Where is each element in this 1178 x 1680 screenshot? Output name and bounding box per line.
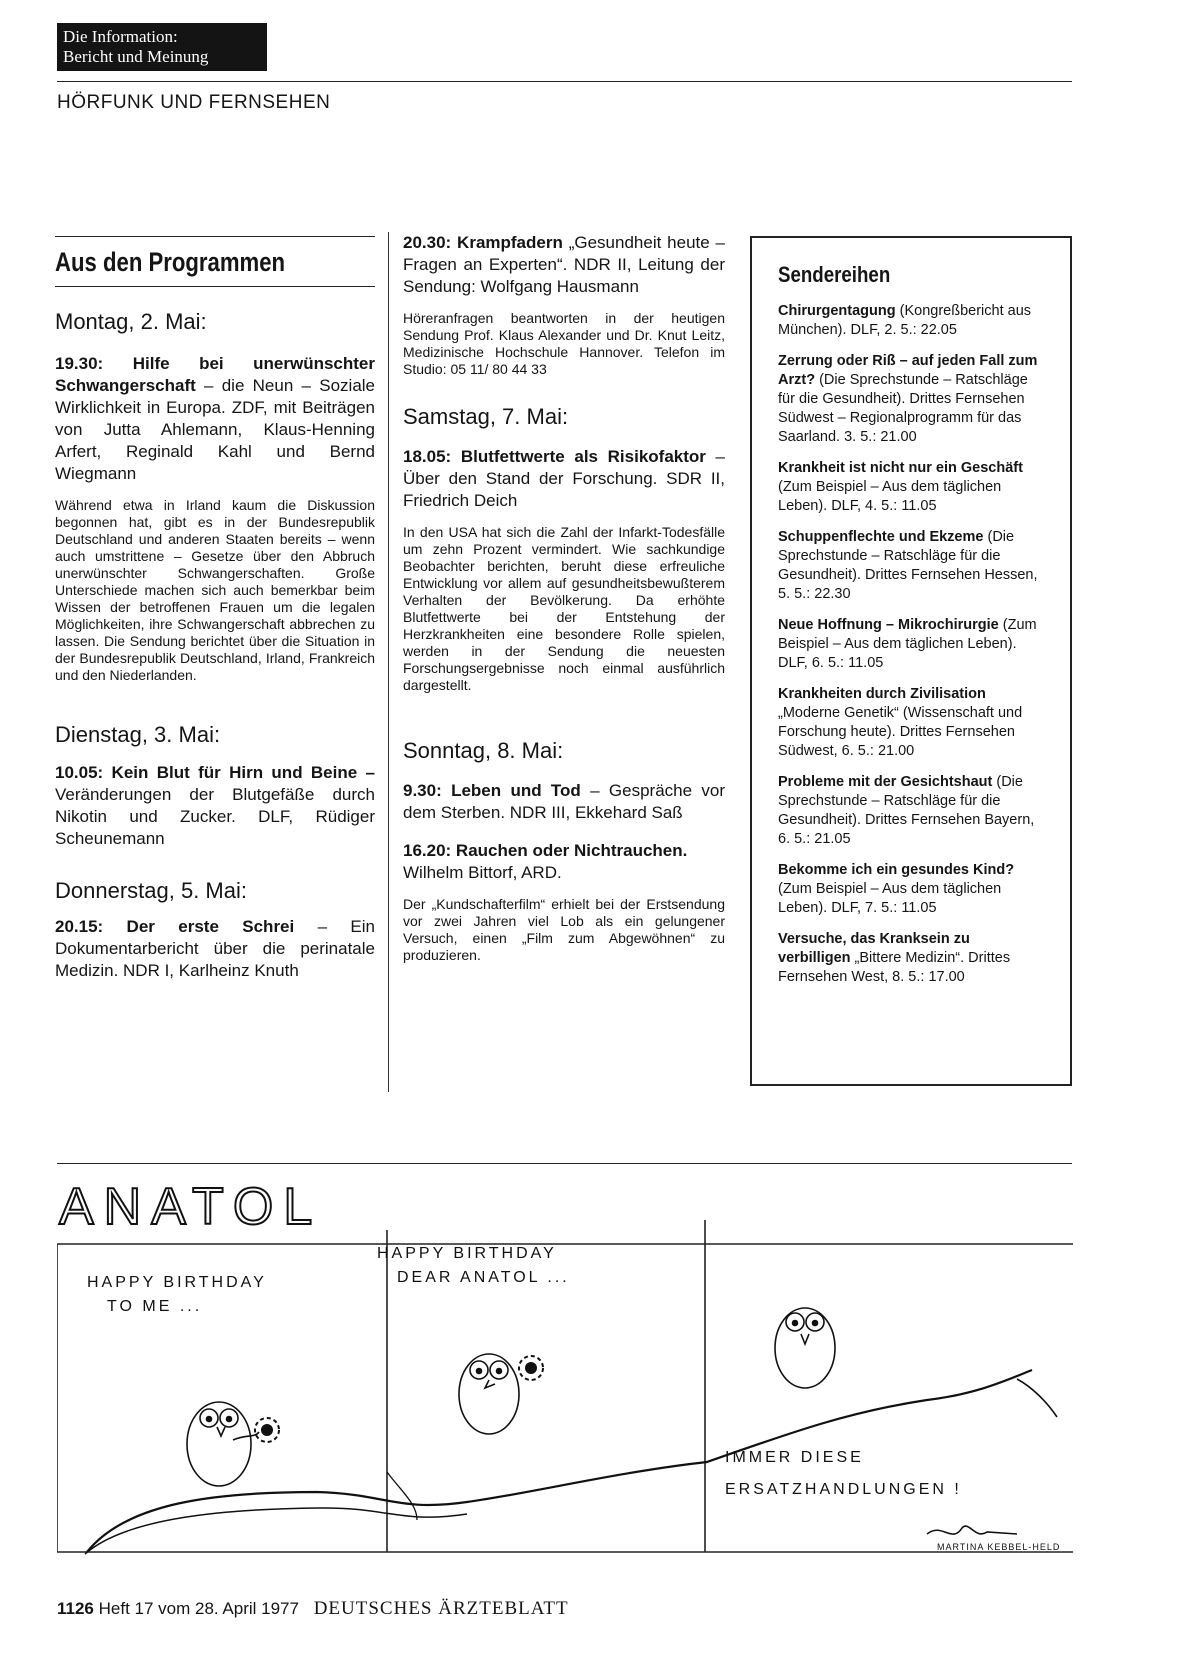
sendereihe-details: (Zum Beispiel – Aus dem täglichen Leben). DLF, 6. 5.: 11.05 xyxy=(778,617,1037,671)
masthead-line-1: Die Information: xyxy=(63,27,178,46)
panel-1-line-1: HAPPY BIRTHDAY xyxy=(87,1274,267,1291)
entry-thursday xyxy=(55,916,375,982)
sendereihe-details: „Bittere Medizin“. Drittes Fernsehen West, 8. 5.: 17.00 xyxy=(778,950,1011,985)
entry-thursday-rest: – Ein Dokumentarbericht über die perinatale Medizin. NDR I, Karlheinz Knuth xyxy=(55,917,375,980)
heading-rule-bottom xyxy=(55,286,375,287)
desc-krampfadern: Höreranfragen beantworten in der heutigen Sendung Prof. Klaus Alexander und Dr. Knut Leitz, Medizinische Hochschule Hannover. Telefon im Studio: 05 11/ 80 44 33 xyxy=(403,310,725,377)
entry-saturday-rest: – Über den Stand der Forschung. SDR II, Friedrich Deich xyxy=(403,447,725,510)
sendereihen-title: Sendereihen xyxy=(778,262,891,287)
magazine-name: DEUTSCHES ÄRZTEBLATT xyxy=(313,1598,569,1619)
sendereihe-title: Bekomme ich ein gesundes Kind? xyxy=(778,862,1015,878)
panel-3-line-2: ERSATZHANDLUNGEN ! xyxy=(725,1481,962,1498)
day-saturday: Samstag, 7. Mai: xyxy=(403,404,569,429)
sendereihe-details: (Zum Beispiel – Aus dem täglichen Leben). DLF, 7. 5.: 11.05 xyxy=(778,881,1002,916)
entry-saturday xyxy=(403,446,725,512)
programs-heading: Aus den Programmen xyxy=(55,247,286,277)
top-rule xyxy=(57,81,1072,82)
entry-sunday-1 xyxy=(403,780,725,824)
owl-2 xyxy=(459,1354,519,1434)
sendereihe-details: (Die Sprechstunde – Ratschläge für die Gesundheit). Drittes Fernsehen Bayern, 6. 5.: 21.05 xyxy=(778,774,1035,847)
flower-2 xyxy=(519,1356,543,1380)
cartoon-credit: MARTINA KEBBEL-HELD xyxy=(937,1542,1061,1552)
sendereihe-item xyxy=(778,685,1044,761)
day-thursday: Donnerstag, 5. Mai: xyxy=(55,878,247,903)
entry-krampfadern-title: 20.30: Krampfadern xyxy=(403,233,563,252)
cartoon-anatol xyxy=(57,1172,1077,1574)
desc-sunday: Der „Kundschafterfilm“ erhielt bei der Erstsendung vor zwei Jahren viel Lob als ein gelungener Versuch, einen „Film zum Abgewöhnen“ zu produzieren. xyxy=(403,896,725,963)
sendereihe-details: (Zum Beispiel – Aus dem täglichen Leben). DLF, 4. 5.: 11.05 xyxy=(778,479,1002,514)
sendereihe-item xyxy=(778,616,1044,673)
entry-sunday-2 xyxy=(403,840,725,884)
entry-sunday-2-title: 16.20: Rauchen oder Nichtrauchen. xyxy=(403,841,688,860)
sendereihe-title: Versuche, das Kranksein zu verbilligen xyxy=(778,931,970,966)
heading-rule-top xyxy=(55,236,375,237)
sendereihe-title: Zerrung oder Riß – auf jeden Fall zum Arzt? xyxy=(778,353,1038,388)
sendereihen-box xyxy=(750,236,1072,1086)
column-2 xyxy=(403,232,725,964)
panel-2-line-2: DEAR ANATOL ... xyxy=(397,1269,570,1286)
signature xyxy=(927,1526,1017,1534)
sendereihe-item xyxy=(778,861,1044,918)
sendereihen-list xyxy=(778,302,1044,987)
masthead xyxy=(57,23,267,71)
entry-tuesday-rest: Veränderungen der Blutgefäße durch Nikotin und Zucker. DLF, Rüdiger Scheunemann xyxy=(55,785,375,848)
sendereihe-item xyxy=(778,930,1044,987)
desc-saturday: In den USA hat sich die Zahl der Infarkt-Todesfälle um zehn Prozent vermindert. Wie sachkundige Beobachter berichten, beruht diese erfreuliche Entwicklung vor allem auf gesundheitsbewußterem Verhalten der Bevölkerung. Da erhöhte Blutfettwerte bei der Entstehung der Herzkrankheiten eine besondere Rolle spielen, werden in der Sendung die neuesten Forschungsergebnisse noch einmal ausführlich dargestellt. xyxy=(403,524,725,693)
entry-sunday-2-rest: Wilhelm Bittorf, ARD. xyxy=(403,863,562,882)
entry-krampfadern-rest: „Gesundheit heute – Fragen an Experten“. NDR II, Leitung der Sendung: Wolfgang Hausmann xyxy=(403,233,725,296)
sendereihe-details: „Moderne Genetik“ (Wissenschaft und Forschung heute). Drittes Fernsehen Südwest, 6. 5.: 21.00 xyxy=(778,705,1023,759)
sendereihe-item xyxy=(778,773,1044,849)
section-title: HÖRFUNK UND FERNSEHEN xyxy=(57,92,331,113)
column-1 xyxy=(55,236,375,982)
day-monday: Montag, 2. Mai: xyxy=(55,309,207,334)
sendereihe-title: Neue Hoffnung – Mikrochirurgie xyxy=(778,617,999,633)
entry-tuesday xyxy=(55,762,375,850)
sendereihe-details: (Die Sprechstunde – Ratschläge für die Gesundheit). Drittes Fernsehen Südwest – Regionalprogramm für das Saarland. 3. 5.: 21.00 xyxy=(778,372,1028,445)
masthead-line-2: Bericht und Meinung xyxy=(63,47,209,66)
entry-sunday-1-title: 9.30: Leben und Tod xyxy=(403,781,581,800)
panel-1-line-2: TO ME ... xyxy=(107,1298,203,1315)
entry-saturday-title: 18.05: Blutfettwerte als Risikofaktor xyxy=(403,447,706,466)
sendereihe-title: Krankheiten durch Zivilisation xyxy=(778,686,986,702)
column-divider xyxy=(388,232,389,1092)
sendereihe-details: (Die Sprechstunde – Ratschläge für die Gesundheit). Drittes Fernsehen Hessen, 5. 5.: 22.30 xyxy=(778,529,1038,602)
owl-1 xyxy=(187,1402,259,1486)
sendereihe-title: Schuppenflechte und Ekzeme xyxy=(778,529,984,545)
footer xyxy=(57,1598,569,1620)
sendereihe-details: (Kongreßbericht aus München). DLF, 2. 5.: 22.05 xyxy=(778,303,1032,338)
entry-krampfadern xyxy=(403,232,725,298)
sendereihe-item xyxy=(778,352,1044,447)
cartoon-title: ANATOL xyxy=(59,1178,323,1236)
owl-3 xyxy=(775,1308,835,1388)
flower-1 xyxy=(255,1418,279,1442)
panel-3-line-1: IMMER DIESE xyxy=(725,1449,864,1466)
sendereihe-title: Chirurgentagung xyxy=(778,303,896,319)
sendereihe-item xyxy=(778,459,1044,516)
sendereihe-item xyxy=(778,302,1044,340)
desc-monday: Während etwa in Irland kaum die Diskussion begonnen hat, gibt es in der Bundesrepublik Deutschland und anderen Staaten bereits – wenn auch umstrittene – Gesetze über den Abbruch unerwünschter Schwangerschaften. Große Unterschiede machen sich auch bemerkbar beim Wissen der betroffenen Frauen um die legalen Möglichkeiten, ihre Schwangerschaft abbrechen zu lassen. Die Sendung berichtet über die Situation in der Bundesrepublik Deutschland, Irland, Frankreich und den Niederlanden. xyxy=(55,497,375,683)
entry-sunday-1-rest: – Gespräche vor dem Sterben. NDR III, Ekkehard Saß xyxy=(403,781,725,822)
entry-monday-rest: – die Neun – Soziale Wirklichkeit in Europa. ZDF, mit Beiträgen von Jutta Ahlemann, Klaus-Henning Arfert, Reginald Kahl und Bernd Wiegmann xyxy=(55,376,375,483)
day-tuesday: Dienstag, 3. Mai: xyxy=(55,722,221,747)
sendereihe-item xyxy=(778,528,1044,604)
entry-monday xyxy=(55,353,375,485)
page-number: 1126 xyxy=(57,1599,94,1618)
entry-monday-title: Hilfe bei unerwünschter Schwangerschaft xyxy=(55,354,375,395)
cartoon-rule xyxy=(57,1163,1072,1164)
entry-monday-time: 19.30: xyxy=(55,354,104,373)
sendereihe-title: Krankheit ist nicht nur ein Geschäft xyxy=(778,460,1023,476)
issue-info: Heft 17 vom 28. April 1977 xyxy=(98,1599,299,1618)
day-sunday: Sonntag, 8. Mai: xyxy=(403,738,564,763)
sendereihe-title: Probleme mit der Gesichtshaut xyxy=(778,774,993,790)
entry-thursday-title: 20.15: Der erste Schrei xyxy=(55,917,295,936)
entry-tuesday-title: 10.05: Kein Blut für Hirn und Beine – xyxy=(55,763,375,782)
panel-2-line-1: HAPPY BIRTHDAY xyxy=(377,1245,557,1262)
